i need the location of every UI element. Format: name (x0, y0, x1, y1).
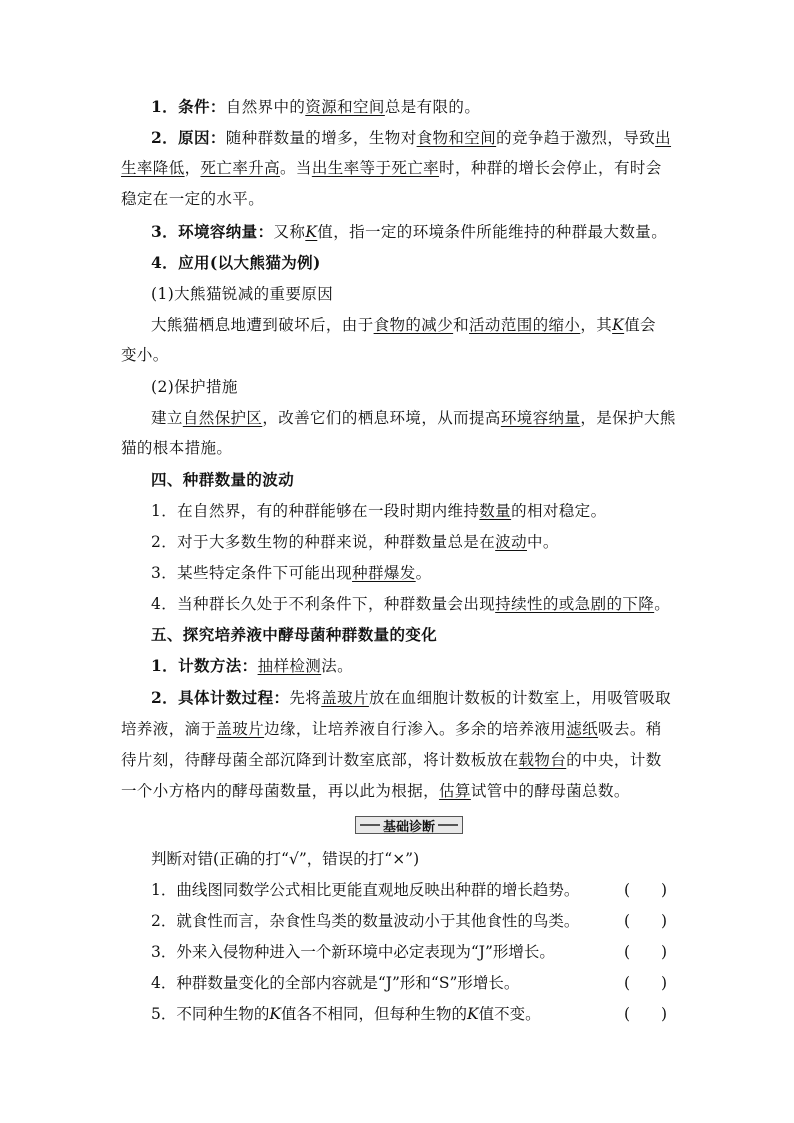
text: 3．某些特定条件下可能出现 (151, 564, 353, 582)
para-count-process-2 (121, 719, 681, 739)
answer-blank: 估算 (439, 782, 471, 800)
para-reason-end (121, 189, 681, 209)
para-capacity (151, 222, 681, 242)
answer-paren[interactable]: ( ) (624, 974, 668, 992)
text: 培养液，滴于 (121, 720, 217, 738)
text: 的中央，计数 (566, 751, 662, 769)
text: 。 (415, 564, 432, 582)
text: 。当 (280, 159, 312, 177)
answer-blank: 滤纸 (566, 720, 599, 738)
text: 4．当种群长久处于不利条件下，种群数量会出现 (151, 595, 496, 613)
para-fluct-3 (151, 563, 681, 583)
text: 。 (654, 595, 671, 613)
quiz-item (151, 1004, 681, 1024)
para-count-process (151, 688, 681, 708)
quiz-item-text: 3．外来入侵物种进入一个新环境中必定表现为“J”形增长。 (151, 943, 555, 961)
answer-paren[interactable]: ( ) (624, 912, 668, 930)
section-heading-5 (151, 625, 681, 645)
answer-blank: 生率降低 (121, 159, 185, 177)
text: 放在血细胞计数板的计数室上，用吸管吸取 (368, 689, 672, 707)
text: 1．在自然界，有的种群能够在一段时期内维持 (151, 502, 480, 520)
term-label: 2．具体计数过程： (151, 688, 290, 707)
text: 稳定在一定的水平。 (121, 190, 265, 208)
answer-blank: 波动 (495, 533, 527, 551)
text: 法。 (321, 657, 354, 675)
term-label: 1．计数方法： (151, 656, 258, 675)
para-protection-end (121, 438, 681, 458)
para-reason-cont (121, 158, 681, 178)
quiz-heading (151, 849, 681, 869)
text: 一个小方格内的酵母菌数量，再以此为根据， (121, 782, 440, 800)
k-value: K (305, 223, 318, 241)
k-value: K (466, 1005, 479, 1023)
para-panda-reason-end (121, 345, 681, 365)
quiz-item-text: 5．不同种生物的 (151, 1005, 270, 1023)
term-label: 1．条件： (151, 97, 226, 116)
para-reason (151, 128, 681, 148)
para-application (151, 253, 681, 273)
answer-blank: 食物和空间 (416, 129, 497, 147)
answer-blank: 资源和空间 (305, 98, 385, 116)
k-value: K (612, 316, 625, 334)
para-protection-body (151, 408, 681, 428)
para-condition (151, 97, 681, 117)
text: 中。 (526, 533, 559, 551)
quiz-item (151, 942, 681, 962)
subheading: (2)保护措施 (151, 378, 238, 396)
answer-blank: 载物台 (518, 751, 567, 769)
text: 总是有限的。 (384, 98, 481, 116)
text: 随种群数量的增多，生物对 (225, 129, 417, 147)
para-count-process-3 (121, 750, 681, 770)
answer-blank: 抽样检测 (257, 657, 322, 675)
para-fluct-4 (151, 594, 681, 614)
para-panda-reason (151, 284, 681, 304)
answer-blank: 死亡率升高 (200, 159, 281, 177)
para-panda-reason-body (151, 315, 681, 335)
text: 时，种群的增长会停止，有时会 (439, 159, 662, 177)
answer-paren[interactable]: ( ) (624, 1005, 668, 1023)
text: 2．对于大多数生物的种群来说，种群数量总是在 (151, 533, 496, 551)
quiz-item (151, 911, 681, 931)
section-title: 四、种群数量的波动 (151, 470, 295, 489)
text: 大熊猫栖息地遭到破坏后，由于 (151, 316, 374, 334)
quiz-item (151, 880, 681, 900)
subheading: (1)大熊猫锐减的重要原因 (151, 285, 334, 303)
text: ，改善它们的栖息环境，从而提高 (262, 409, 501, 427)
k-value: K (269, 1005, 281, 1023)
answer-paren[interactable]: ( ) (624, 943, 668, 961)
text: 自然界中的 (225, 98, 306, 116)
para-protection (151, 377, 681, 397)
answer-blank: 盖玻片 (321, 689, 369, 707)
quiz-item-text: 2．就食性而言，杂食性鸟类的数量波动小于其他食性的鸟类。 (151, 912, 580, 930)
answer-blank: 出 (655, 129, 672, 147)
text: 和 (453, 316, 470, 334)
text: 值，指一定的环境条件所能维持的种群最大数量。 (317, 223, 668, 241)
answer-blank: 持续性的或急剧的下降 (495, 595, 655, 613)
banner-title: 基础诊断 (382, 819, 435, 835)
text: 吸去。稍 (598, 720, 662, 738)
para-count-process-4 (121, 781, 681, 801)
para-fluct-2 (151, 532, 681, 552)
answer-blank: 活动范围的缩小 (469, 316, 581, 334)
quiz-item-text: 4．种群数量变化的全部内容就是“J”形和“S”形增长。 (151, 974, 520, 992)
subheading: 4．应用(以大熊猫为例) (151, 253, 321, 272)
text: ，是保护大熊 (580, 409, 676, 427)
answer-paren[interactable]: ( ) (624, 881, 668, 899)
answer-blank: 食物的减少 (373, 316, 454, 334)
answer-blank: 盖玻片 (216, 720, 265, 738)
para-fluct-1 (151, 501, 681, 521)
answer-blank: 数量 (479, 502, 512, 520)
para-count-method (151, 656, 681, 676)
text: 变小。 (121, 346, 169, 364)
quiz-item (151, 973, 681, 993)
answer-blank: 种群爆发 (352, 564, 416, 582)
quiz-item-text: 值不变。 (478, 1005, 541, 1023)
text: ，其 (580, 316, 613, 334)
text: 的竞争趋于激烈，导致 (496, 129, 656, 147)
text: 值会 (624, 316, 656, 334)
section-banner (355, 816, 463, 834)
text: 的相对稳定。 (511, 502, 607, 520)
text: 边缘，让培养液自行渗入。多余的培养液用 (264, 720, 567, 738)
answer-blank: 环境容纳量 (500, 409, 581, 427)
quiz-instruction: 判断对错(正确的打“√”，错误的打“×”) (151, 850, 420, 868)
text: 又称 (273, 223, 306, 241)
quiz-item-text: 1．曲线图同数学公式相比更能直观地反映出种群的增长趋势。 (151, 881, 580, 899)
term-label: 3．环境容纳量： (151, 222, 274, 241)
section-title: 五、探究培养液中酵母菌种群数量的变化 (151, 625, 438, 644)
text: 待片刻，待酵母菌全部沉降到计数室底部，将计数板放在 (121, 751, 519, 769)
term-label: 2．原因： (151, 128, 226, 147)
quiz-item-text: 值各不相同，但每种生物的 (280, 1005, 467, 1023)
text: 试管中的酵母菌总数。 (470, 782, 630, 800)
text: 建立 (151, 409, 183, 427)
text: 猫的根本措施。 (121, 439, 233, 457)
text: 先将 (289, 689, 322, 707)
text: ， (184, 159, 201, 177)
answer-blank: 出生率等于死亡率 (311, 159, 440, 177)
answer-blank: 自然保护区 (182, 409, 263, 427)
section-heading-4 (151, 470, 681, 490)
